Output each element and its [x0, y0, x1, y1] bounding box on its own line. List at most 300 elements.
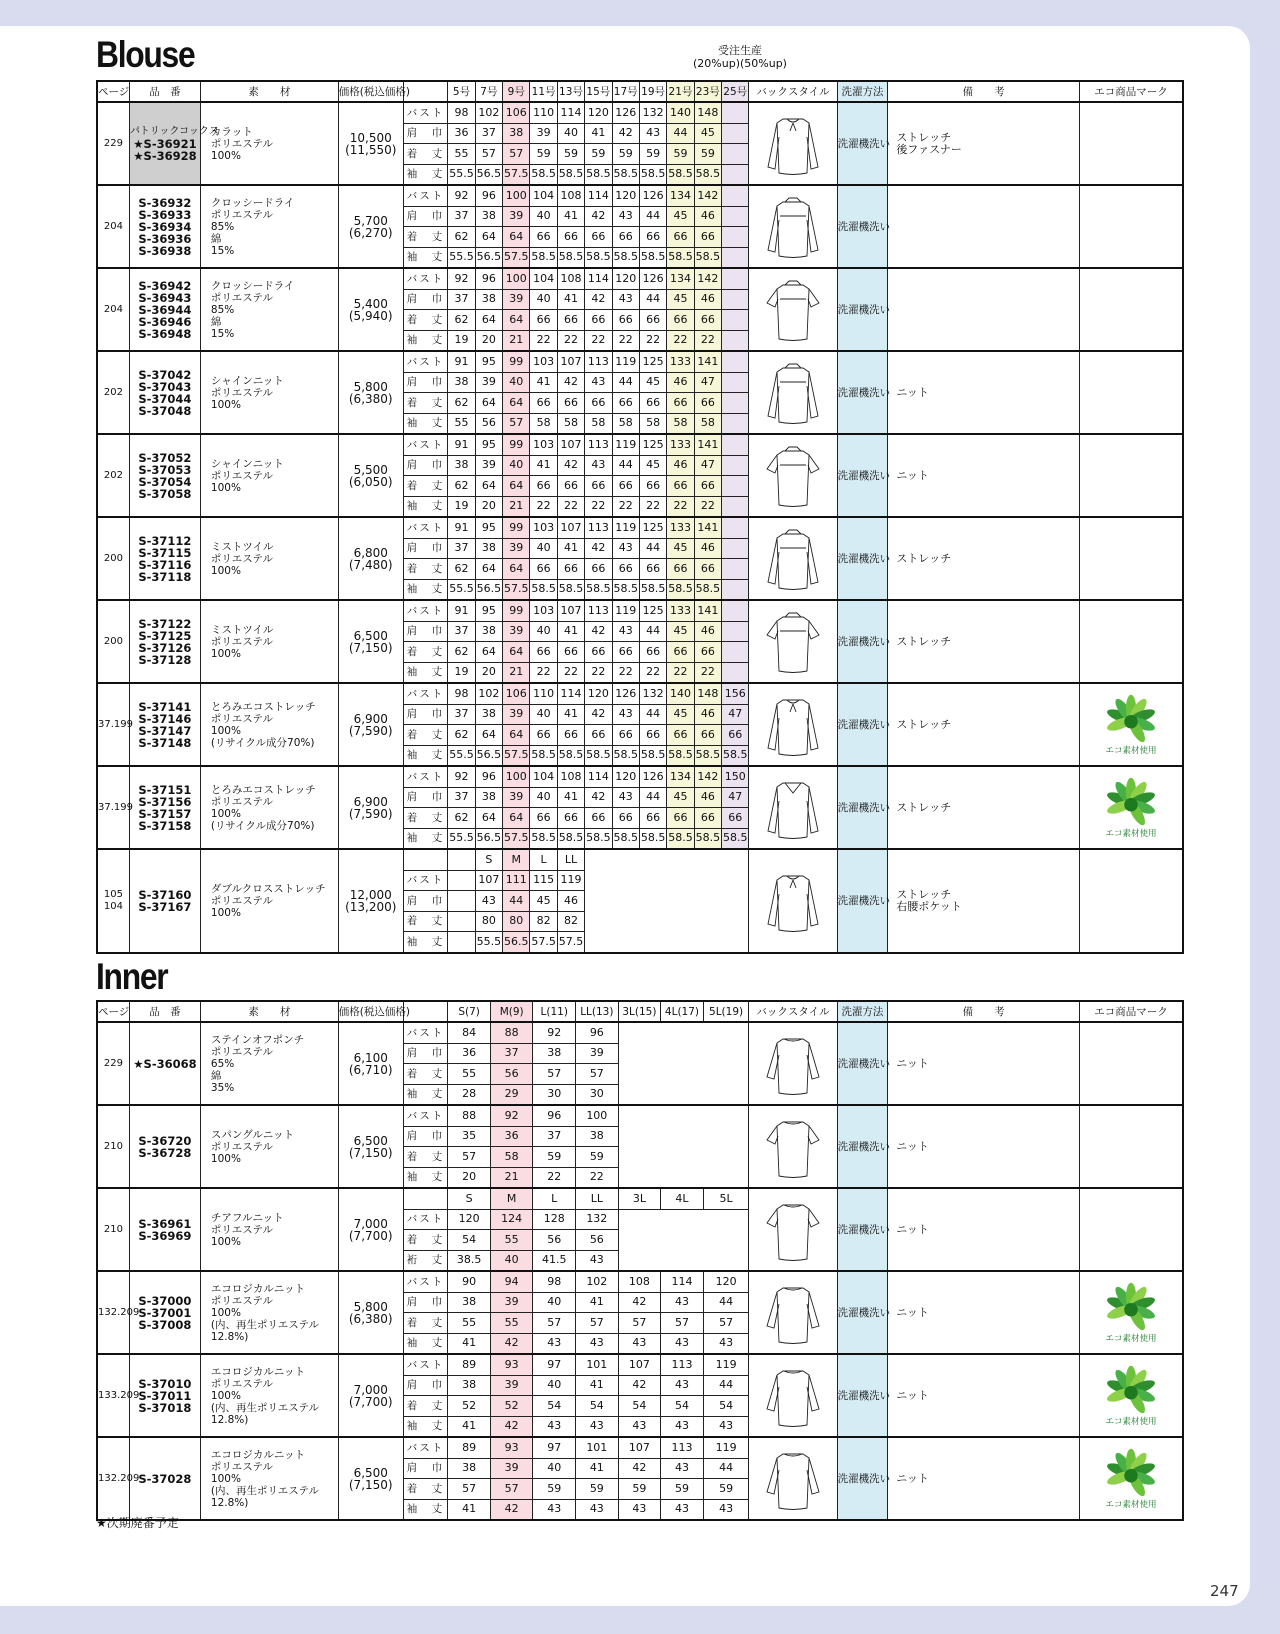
measure-label: 着 丈: [403, 310, 448, 331]
size-value: [722, 662, 749, 683]
wash-method: 洗濯機洗い: [837, 1188, 888, 1271]
measure-label: 着 丈: [403, 559, 448, 580]
back-style-cell: [749, 766, 837, 849]
size-value: 40: [490, 1250, 533, 1271]
size-value: 57.5: [557, 932, 584, 953]
price-with-tax: (7,590): [348, 723, 393, 738]
size-value: 142: [694, 185, 721, 206]
size-value: 38: [475, 787, 502, 808]
size-value: 66: [557, 310, 584, 331]
material-fiber: ポリエステル: [210, 552, 273, 565]
material-fiber: ポリエステル: [210, 1223, 273, 1236]
size-value: 66: [612, 393, 639, 414]
table-row: [97, 683, 1183, 704]
size-value: 46: [667, 372, 694, 393]
eco-mark-cell: [1079, 434, 1183, 517]
size-value: 100: [503, 268, 530, 289]
remarks: [888, 434, 1080, 517]
size-value: 107: [557, 600, 584, 621]
size-value: 45: [667, 206, 694, 227]
size-value: 66: [530, 227, 557, 248]
remarks-line: ニット: [896, 1471, 929, 1485]
size-value: 104: [530, 766, 557, 787]
product-codes-line: S-36961: [138, 1216, 192, 1231]
size-value: 120: [585, 102, 612, 123]
size-value: 56: [490, 1064, 533, 1085]
eco-mark-cell: [1079, 102, 1183, 185]
size-value: 107: [557, 517, 584, 538]
size-value: 91: [448, 600, 475, 621]
size-value: 88: [490, 1022, 533, 1043]
header-size: M(9): [490, 1001, 533, 1022]
size-value: 43: [618, 1416, 661, 1437]
order-note-line1: 受注生産: [718, 44, 762, 57]
size-value: 125: [639, 351, 666, 372]
size-value: 55.5: [448, 579, 475, 600]
measure-label: 袖 丈: [403, 1167, 448, 1188]
table-row: [97, 434, 1183, 455]
size-value: 38: [475, 538, 502, 559]
size-value: 113: [585, 517, 612, 538]
size-value: 47: [722, 704, 749, 725]
product-code: S-37053: [138, 462, 192, 477]
material-line: (内、再生ポリエステル12.8%): [210, 1318, 320, 1343]
remarks-line: ストレッチ: [896, 887, 952, 901]
remarks-line: ストレッチ: [896, 130, 952, 144]
material-cell: [200, 185, 338, 268]
size-value: 59: [585, 144, 612, 165]
product-code: S-37148: [138, 735, 192, 750]
price-cell: [338, 1105, 403, 1188]
size-value: 64: [503, 808, 530, 829]
size-value: 44: [703, 1375, 749, 1396]
size-value: 92: [448, 268, 475, 289]
size-value: 66: [585, 476, 612, 497]
back-style-cell: [749, 434, 837, 517]
product-code: S-37058: [138, 486, 192, 501]
material-line: [211, 138, 338, 162]
size-value: 41: [530, 455, 557, 476]
size-value: 40: [530, 289, 557, 310]
size-value: 42: [612, 123, 639, 144]
size-value: [722, 206, 749, 227]
size-value: 140: [667, 102, 694, 123]
material-percent: 100%: [210, 481, 241, 494]
size-value: 58.5: [639, 164, 666, 185]
size-value: 91: [448, 517, 475, 538]
size-value: 43: [661, 1292, 704, 1313]
size-value: 58.5: [557, 164, 584, 185]
eco-mark-cell: [1079, 517, 1183, 600]
header-size: 15号: [585, 81, 612, 102]
size-value: 111: [503, 870, 530, 891]
price-with-tax: (6,710): [348, 1062, 393, 1077]
product-code: S-36934: [138, 219, 192, 234]
size-value: 43: [661, 1375, 704, 1396]
size-value: 66: [639, 642, 666, 663]
size-value: 58: [694, 413, 721, 434]
price: 6,100: [353, 1050, 388, 1065]
size-value: 41: [448, 1333, 491, 1354]
material-line: [211, 1046, 338, 1070]
header-size: LL(13): [576, 1001, 619, 1022]
size-value: 114: [585, 185, 612, 206]
product-code: S-36932: [138, 195, 192, 210]
measure-label: 肩 巾: [403, 123, 448, 144]
size-value: 39: [576, 1043, 619, 1064]
price: 12,000: [349, 887, 392, 902]
measure-label: 着 丈: [403, 642, 448, 663]
size-value: [722, 372, 749, 393]
measure-label: 着 丈: [403, 144, 448, 165]
size-value: 59: [533, 1479, 576, 1500]
size-value: 38: [503, 123, 530, 144]
eco-mark-cell: [1079, 268, 1183, 351]
size-value: 114: [557, 683, 584, 704]
size-value: 66: [667, 642, 694, 663]
size-value: 39: [503, 538, 530, 559]
size-value: 58.5: [557, 745, 584, 766]
size-value: 39: [490, 1292, 533, 1313]
size-value: 141: [694, 517, 721, 538]
material-cell: [200, 766, 338, 849]
size-value: 113: [585, 600, 612, 621]
back-style-cell: [749, 683, 837, 766]
product-code: S-36943: [138, 290, 192, 305]
back-style-drawing: [763, 775, 823, 841]
material-cell: [200, 1022, 338, 1105]
material-percent: 100%: [210, 1306, 241, 1319]
size-value: 46: [694, 289, 721, 310]
size-value: 64: [503, 310, 530, 331]
size-value: 41: [448, 1416, 491, 1437]
size-value: 58.5: [612, 247, 639, 268]
size-value: 62: [448, 725, 475, 746]
size-value: 57: [618, 1313, 661, 1334]
size-value: 66: [585, 725, 612, 746]
wash-method: 洗濯機洗い: [837, 683, 888, 766]
size-value: 103: [530, 351, 557, 372]
size-value: 103: [530, 517, 557, 538]
size-value: [722, 123, 749, 144]
table-row: [97, 185, 1183, 206]
price-with-tax: (7,480): [348, 557, 393, 572]
back-style-cell: [749, 849, 837, 953]
page-ref-line: 105: [103, 888, 124, 900]
measure-label: 着 丈: [403, 911, 448, 932]
size-value: 58: [585, 413, 612, 434]
size-value: 19: [448, 330, 475, 351]
size-value: [722, 600, 749, 621]
size-value: 58.5: [530, 828, 557, 849]
size-value: 22: [612, 496, 639, 517]
size-value: 92: [448, 766, 475, 787]
size-value: 22: [694, 496, 721, 517]
price-with-tax: (6,380): [348, 391, 393, 406]
size-value: 58.5: [667, 745, 694, 766]
size-value: 59: [703, 1479, 749, 1500]
size-value: 126: [639, 766, 666, 787]
size-value: 59: [530, 144, 557, 165]
measure-label: 袖 丈: [403, 1084, 448, 1105]
size-value: 125: [639, 434, 666, 455]
size-value: 20: [475, 330, 502, 351]
size-value: 57.5: [503, 164, 530, 185]
size-value: 55: [490, 1313, 533, 1334]
back-style-drawing: [763, 1114, 823, 1180]
price: 5,700: [353, 213, 388, 228]
header-size: 5L(19): [703, 1001, 749, 1022]
size-value: 59: [612, 144, 639, 165]
size-value: 66: [530, 476, 557, 497]
measure-label: バスト: [403, 600, 448, 621]
wash-method: 洗濯機洗い: [837, 434, 888, 517]
size-value: 66: [557, 808, 584, 829]
material-cell: [200, 268, 338, 351]
size-value: 39: [475, 455, 502, 476]
size-value: 66: [694, 310, 721, 331]
price: 5,500: [353, 462, 388, 477]
product-codes: [129, 1354, 200, 1437]
size-value: 56.5: [475, 828, 502, 849]
size-value: 96: [475, 766, 502, 787]
price-cell: [338, 434, 403, 517]
size-value: 89: [448, 1437, 491, 1458]
product-codes: [129, 1022, 200, 1105]
back-style-cell: [749, 1271, 837, 1354]
size-value: [722, 476, 749, 497]
size-value: 62: [448, 393, 475, 414]
price: 6,500: [353, 1465, 388, 1480]
material-fiber: ポリエステル: [210, 1377, 273, 1390]
size-value: 66: [722, 808, 749, 829]
header-back-style: バックスタイル: [749, 1001, 837, 1022]
size-value: 22: [557, 496, 584, 517]
material-fiber: ポリエステル: [210, 1294, 273, 1307]
size-value: 57.5: [530, 932, 557, 953]
material-percent: 35%: [210, 1081, 235, 1094]
size-value: 64: [475, 476, 502, 497]
size-value: 148: [694, 102, 721, 123]
eco-mark-cell: [1079, 1022, 1183, 1105]
header-row: [97, 1001, 1183, 1022]
size-value: 128: [533, 1209, 576, 1230]
size-value: [722, 517, 749, 538]
price-cell: [338, 185, 403, 268]
header-code: 品 番: [129, 81, 200, 102]
size-value: 45: [667, 787, 694, 808]
size-value: [722, 330, 749, 351]
size-value: 132: [576, 1209, 619, 1230]
size-value: 92: [533, 1022, 576, 1043]
size-header: M: [503, 849, 530, 870]
size-value: 55.5: [448, 164, 475, 185]
size-value: 57.5: [503, 745, 530, 766]
size-value: 99: [503, 600, 530, 621]
size-value: 45: [639, 455, 666, 476]
size-value: 22: [530, 496, 557, 517]
size-value: 120: [448, 1209, 491, 1230]
size-value: 58.5: [639, 828, 666, 849]
price: 5,400: [353, 296, 388, 311]
measure-label: 肩 巾: [403, 1375, 448, 1396]
wash-method: 洗濯機洗い: [837, 1105, 888, 1188]
size-value: 57: [448, 1147, 491, 1168]
size-value: 58.5: [667, 164, 694, 185]
wash-method: 洗濯機洗い: [837, 766, 888, 849]
size-value: 55.5: [448, 247, 475, 268]
size-value: 58.5: [667, 579, 694, 600]
page-ref: 229: [97, 102, 129, 185]
product-code: ★S-36928: [133, 148, 197, 163]
size-value: 44: [503, 891, 530, 912]
material-line: [211, 1141, 338, 1165]
header-size: 17号: [612, 81, 639, 102]
eco-mark-label: エコ素材使用: [1105, 745, 1157, 756]
product-codes: [129, 1271, 200, 1354]
size-value: 134: [667, 766, 694, 787]
price-cell: [338, 600, 403, 683]
size-value: 42: [585, 289, 612, 310]
size-value: 43: [585, 372, 612, 393]
header-size: 13号: [557, 81, 584, 102]
page-ref: 133.209: [97, 1354, 129, 1437]
wash-method: 洗濯機洗い: [837, 849, 888, 953]
size-value: 119: [612, 351, 639, 372]
price-cell: [338, 102, 403, 185]
material-percent: 15%: [210, 244, 235, 257]
product-codes-line: S-37011: [138, 1388, 192, 1403]
size-value: 93: [490, 1354, 533, 1375]
price: 6,500: [353, 628, 388, 643]
size-value: 38: [448, 1375, 491, 1396]
price-cell: [338, 1354, 403, 1437]
wash-method: 洗濯機洗い: [837, 1271, 888, 1354]
eco-leaf-icon: [1099, 776, 1163, 830]
size-value: 39: [490, 1375, 533, 1396]
size-value: [722, 413, 749, 434]
header-wash: 洗濯方法: [837, 1001, 888, 1022]
price-cell: [338, 351, 403, 434]
material-fiber: 綿: [210, 315, 222, 328]
size-value: 126: [612, 683, 639, 704]
product-code: S-36942: [138, 278, 192, 293]
size-value: 134: [667, 185, 694, 206]
size-value: 19: [448, 496, 475, 517]
remarks: [888, 1022, 1080, 1105]
size-blank: [448, 911, 475, 932]
size-value: 55: [448, 413, 475, 434]
size-value: 150: [722, 766, 749, 787]
size-value: 38: [448, 372, 475, 393]
size-value: 66: [530, 725, 557, 746]
size-value: 58.5: [530, 745, 557, 766]
size-blank: [448, 849, 475, 870]
back-style-cell: [749, 1105, 837, 1188]
measure-label: 着 丈: [403, 1147, 448, 1168]
size-value: 43: [533, 1333, 576, 1354]
material-percent: 85%: [210, 303, 235, 316]
price: 6,500: [353, 1133, 388, 1148]
wash-method: 洗濯機洗い: [837, 102, 888, 185]
size-value: 37: [448, 621, 475, 642]
size-value: 58.5: [557, 828, 584, 849]
size-value: 58.5: [585, 745, 612, 766]
size-value: 37: [448, 787, 475, 808]
size-value: 66: [667, 393, 694, 414]
header-material: 素 材: [200, 81, 338, 102]
measure-label: バスト: [403, 1209, 448, 1230]
size-value: 66: [557, 725, 584, 746]
size-value: 46: [694, 538, 721, 559]
size-value: 64: [475, 393, 502, 414]
size-value: 114: [585, 268, 612, 289]
table-row: [97, 1022, 1183, 1043]
measure-label: バスト: [403, 1354, 448, 1375]
material-line: とろみエコストレッチ: [210, 700, 316, 713]
product-codes-line: S-37167: [138, 899, 192, 914]
size-value: 59: [576, 1147, 619, 1168]
size-value: 56: [533, 1230, 576, 1251]
price: 10,500: [349, 130, 392, 145]
material-percent: 100%: [210, 1152, 241, 1165]
size-value: 22: [530, 330, 557, 351]
size-value: 110: [530, 102, 557, 123]
product-code: S-37042: [138, 367, 192, 382]
table-row: [97, 102, 1183, 123]
product-code: S-36933: [138, 207, 192, 222]
size-value: 43: [576, 1416, 619, 1437]
header-page: ページ: [97, 1001, 129, 1022]
size-value: 66: [694, 559, 721, 580]
table-row: [97, 351, 1183, 372]
size-value: 66: [612, 559, 639, 580]
size-header: LL: [557, 849, 584, 870]
size-value: 108: [557, 185, 584, 206]
size-value: 43: [576, 1250, 619, 1271]
table-row: [97, 268, 1183, 289]
product-codes-line: S-36969: [138, 1228, 192, 1243]
size-value: 43: [661, 1416, 704, 1437]
measure-label: バスト: [403, 1271, 448, 1292]
product-code: S-36946: [138, 314, 192, 329]
material-line: [211, 895, 338, 919]
size-value: 43: [576, 1333, 619, 1354]
header-remarks: 備 考: [888, 81, 1080, 102]
price: 7,000: [353, 1382, 388, 1397]
product-codes: [129, 268, 200, 351]
measure-label: 肩 巾: [403, 206, 448, 227]
material-fiber: ポリエステル: [210, 635, 273, 648]
size-value: 108: [618, 1271, 661, 1292]
back-style-cell: [749, 268, 837, 351]
size-value: 97: [533, 1354, 576, 1375]
size-value: 96: [475, 268, 502, 289]
measure-label: バスト: [403, 102, 448, 123]
wash-method: 洗濯機洗い: [837, 268, 888, 351]
size-value: 54: [703, 1396, 749, 1417]
size-value: 39: [503, 621, 530, 642]
price-with-tax: (7,150): [348, 1145, 393, 1160]
size-value: 100: [503, 766, 530, 787]
size-value: [722, 579, 749, 600]
measure-label: 着 丈: [403, 808, 448, 829]
size-value: 66: [667, 227, 694, 248]
size-value: 66: [667, 559, 694, 580]
size-value: 142: [694, 268, 721, 289]
size-value: 58.5: [639, 579, 666, 600]
measure-label: バスト: [403, 1022, 448, 1043]
